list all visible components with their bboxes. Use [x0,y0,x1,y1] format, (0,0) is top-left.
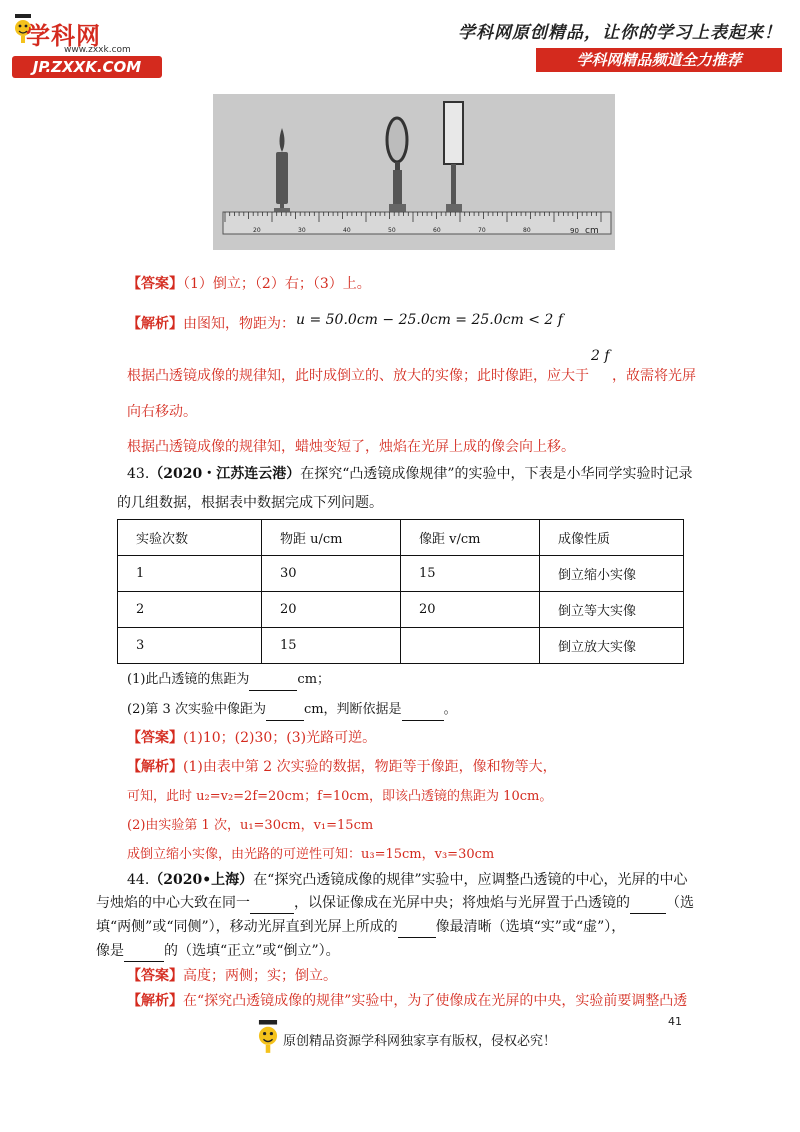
table-cell: 1 [118,556,262,592]
table-cell: 倒立等大实像 [540,592,684,628]
q42-analysis [127,314,295,334]
q43-analysis-line3: (2)由实验第 1 次，u₁=30cm，v₁=15cm [127,818,374,833]
ruler-label: 80 [523,227,531,234]
q44-stem2-a: 与烛焰的中心大致在同一 [96,895,250,911]
answer-text: 高度；两侧；实；倒立。 [183,968,337,984]
q44-stem4-b: 的（选填“正立”或“倒立”）。 [164,943,340,959]
table-cell [401,628,540,664]
header-slogan: 学科网原创精品，让你的学习上表起来！ [458,23,782,43]
table-header-cell: 实验次数 [118,520,262,556]
answer-blank[interactable] [398,917,436,938]
q44-stem4-a: 像是 [96,943,124,959]
table-cell: 20 [262,592,401,628]
answer-tag: 【答案】 [127,968,183,984]
table-header-cell: 像距 v/cm [401,520,540,556]
ruler-label: 30 [298,227,306,234]
q43-sub1-unit: cm； [297,672,331,687]
logo-name: 学科网 [26,22,101,50]
table-cell: 30 [262,556,401,592]
site-logo[interactable] [12,12,162,74]
q42-line2: 向右移动。 [127,404,197,420]
q43-answer [127,728,376,748]
logo-url: JP.ZXXK.COM [12,56,162,78]
analysis-text: 在“探究凸透镜成像的规律”实验中，为了使像成在光屏的中央，实验前要调整凸透 [183,993,688,1009]
answer-blank[interactable] [402,700,444,721]
experiment-photo [213,94,615,250]
table-cell: 3 [118,628,262,664]
q42-line1 [127,366,589,386]
q44-stem3-a: 填“两侧”或“同侧”），移动光屏直到光屏上所成的 [96,919,398,935]
answer-blank[interactable] [250,893,294,914]
q42-answer [127,274,371,294]
q44-stem3-b: 像最清晰（选填“实”或“虚”）， [435,919,626,935]
table-cell: 2 [118,592,262,628]
q43-sub1 [127,670,330,691]
ruler-label: 60 [433,227,441,234]
q43-number: 43. [127,466,150,482]
analysis-tag: 【解析】 [127,316,183,332]
ruler-label: 20 [253,227,261,234]
q44-stem-line2 [96,893,694,914]
q42-formula: u = 50.0cm − 25.0cm = 25.0cm < 2 f [296,312,563,328]
q43-analysis-line4: 成倒立缩小实像，由光路的可逆性可知：u₃=15cm，v₃=30cm [127,847,495,862]
q44-stem2-c: （选 [666,895,694,911]
table-cell: 20 [401,592,540,628]
table-header-cell: 物距 u/cm [262,520,401,556]
table-row [118,628,684,664]
q43-sub2-text2: cm，判断依据是 [303,702,402,717]
q44-stem-line3 [96,917,625,938]
footer [256,1018,696,1058]
q44-stem-line4 [96,941,340,962]
table-cell: 15 [262,628,401,664]
q44-stem1: 在“探究凸透镜成像的规律”实验中，应调整凸透镜的中心，光屏的中心 [253,872,688,888]
answer-blank[interactable] [266,700,304,721]
q43-stem-line1 [127,464,693,484]
table-row [118,592,684,628]
q44-number: 44. [127,872,150,888]
optical-bench-illustration [213,94,615,250]
analysis-text: 由图知，物距为： [183,316,295,332]
answer-text: （1）倒立；（2）右；（3）上。 [183,276,371,292]
q43-sub1-text: (1)此凸透镜的焦距为 [127,672,250,687]
analysis-tag: 【解析】 [127,759,183,775]
table-row [118,556,684,592]
table-cell: 倒立放大实像 [540,628,684,664]
table-header-cell: 成像性质 [540,520,684,556]
ruler-unit: cm [585,226,599,236]
answer-tag: 【答案】 [127,730,183,746]
analysis-tag: 【解析】 [127,993,183,1009]
mascot-icon [256,1020,280,1054]
q43-sub2 [127,700,457,721]
channel-banner[interactable]: 学科网精品频道全力推荐 [536,48,782,72]
q43-analysis [127,757,557,777]
q42-2f: 2 f [591,348,610,364]
q43-sub2-text: (2)第 3 次实验中像距为 [127,702,266,717]
q43-source: （2020・江苏连云港） [149,466,301,482]
q43-table [117,519,684,664]
table-cell: 倒立缩小实像 [540,556,684,592]
answer-blank[interactable] [630,893,666,914]
q42-line3: 根据凸透镜成像的规律知，蜡烛变短了，烛焰在光屏上成的像会向上移。 [127,439,575,455]
table-header-row [118,520,684,556]
q43-stem1: 在探究“凸透镜成像规律”的实验中，下表是小华同学实验时记录 [300,466,693,482]
page-number: 41 [668,1015,682,1028]
answer-tag: 【答案】 [127,276,183,292]
footer-copyright: 原创精品资源学科网独家享有版权，侵权必究！ [283,1034,557,1049]
q44-answer [127,966,337,986]
table-cell: 15 [401,556,540,592]
answer-blank[interactable] [124,941,164,962]
ruler-label: 40 [343,227,351,234]
q43-stem-line2: 的几组数据，根据表中数据完成下列问题。 [117,495,383,511]
logo-domain: www.zxxk.com [64,45,131,55]
q43-sub2-end: 。 [443,702,457,717]
analysis-text: (1)由表中第 2 次实验的数据，物距等于像距，像和物等大， [183,759,557,775]
q44-stem2-b: ，以保证像成在光屏中央；将烛焰与光屏置于凸透镜的 [294,895,630,911]
q44-stem-line1 [127,870,688,890]
q42-line1-b: ，故需将光屏 [612,368,696,384]
q43-analysis-line2: 可知，此时 u₂=v₂=2f=20cm；f=10cm，即该凸透镜的焦距为 10cm。 [127,789,553,804]
q44-analysis [127,991,687,1011]
q42-line1-a: 根据凸透镜成像的规律知，此时成倒立的、放大的实像；此时像距，应大于 [127,368,589,384]
ruler-label: 90 [570,227,579,235]
ruler-label: 50 [388,227,396,234]
ruler-label: 70 [478,227,486,234]
q44-source: （2020•上海） [149,872,254,888]
answer-text: (1)10；(2)30；(3)光路可逆。 [183,730,377,746]
answer-blank[interactable] [249,670,297,691]
